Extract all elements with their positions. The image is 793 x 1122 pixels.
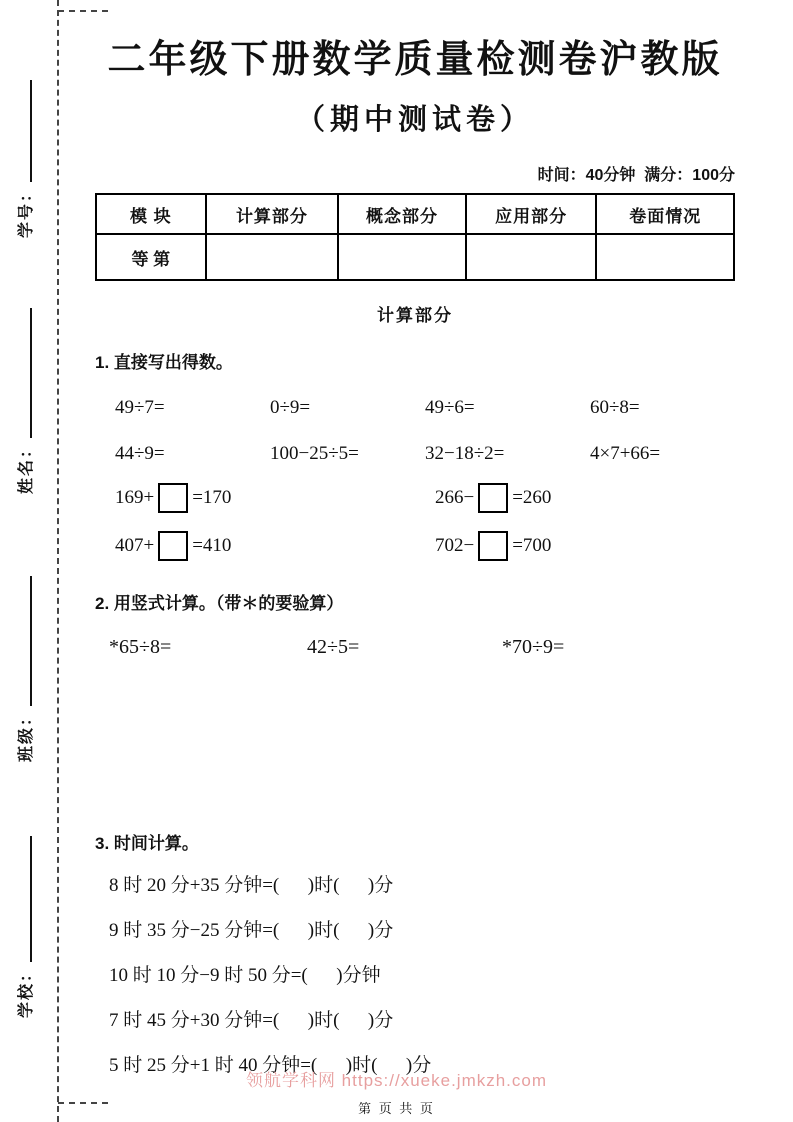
binding-dashed-line bbox=[57, 0, 59, 1122]
q3-line-3: 10 时 10 分−9 时 50 分=( )分钟 bbox=[109, 965, 381, 987]
fill-box-equation bbox=[115, 531, 435, 561]
grade-cell-concept[interactable] bbox=[338, 234, 466, 280]
class-label: 班级： bbox=[17, 707, 35, 762]
expression: *70÷9= bbox=[502, 636, 565, 659]
working-area bbox=[95, 659, 735, 807]
expression: *65÷8= bbox=[109, 636, 172, 659]
expression: 4×7+66= bbox=[590, 443, 661, 465]
q3-line-4: 7 时 45 分+30 分钟=( )时( )分 bbox=[109, 1010, 394, 1032]
class-field bbox=[12, 576, 36, 762]
expression: 100−25÷5= bbox=[270, 443, 359, 465]
school-blank[interactable] bbox=[16, 836, 32, 962]
q3-line-5: 5 时 25 分+1 时 40 分钟=( )时( )分 bbox=[109, 1055, 432, 1077]
section-title-calculation: 计算部分 bbox=[377, 306, 453, 326]
grade-cell-calculation[interactable] bbox=[206, 234, 339, 280]
fill-box-equation bbox=[435, 483, 735, 513]
fill-box-equation bbox=[435, 531, 735, 561]
score-col-concept: 概念部分 bbox=[338, 194, 466, 234]
equation-prefix: 169+ bbox=[115, 487, 155, 509]
equation-prefix: 702− bbox=[435, 535, 475, 557]
question1-title: 1. 直接写出得数。 bbox=[95, 353, 233, 373]
expression: 42÷5= bbox=[307, 636, 360, 659]
student-number-field bbox=[12, 80, 36, 238]
fill-box-equation bbox=[115, 483, 435, 513]
q1-expression-row-2 bbox=[95, 443, 735, 465]
expression: 49÷7= bbox=[115, 397, 165, 419]
expression: 44÷9= bbox=[115, 443, 165, 465]
q3-line-2: 9 时 35 分−25 分钟=( )时( )分 bbox=[109, 920, 394, 942]
student-name-blank[interactable] bbox=[16, 308, 32, 438]
equation-suffix: =260 bbox=[512, 487, 552, 509]
school-field bbox=[12, 836, 36, 1018]
grade-cell-presentation[interactable] bbox=[596, 234, 734, 280]
expression: 0÷9= bbox=[270, 397, 311, 419]
grade-row-label: 等 第 bbox=[96, 234, 206, 280]
q1-box-row-1 bbox=[95, 483, 735, 513]
answer-box[interactable] bbox=[158, 483, 188, 513]
score-table bbox=[95, 193, 735, 281]
class-blank[interactable] bbox=[16, 576, 32, 706]
score-col-module: 模 块 bbox=[96, 194, 206, 234]
equation-suffix: =410 bbox=[192, 535, 232, 557]
paper-body bbox=[95, 0, 735, 1079]
q1-box-row-2 bbox=[95, 531, 735, 561]
answer-box[interactable] bbox=[158, 531, 188, 561]
score-col-application: 应用部分 bbox=[466, 194, 597, 234]
paper-subtitle: （期中测试卷） bbox=[295, 104, 534, 137]
time-score-info: 时间：40分钟 满分：100分 bbox=[537, 167, 735, 185]
answer-box[interactable] bbox=[478, 531, 508, 561]
student-name-label: 姓名： bbox=[17, 439, 35, 494]
expression: 60÷8= bbox=[590, 397, 640, 419]
question3-title: 3. 时间计算。 bbox=[95, 834, 199, 854]
school-label: 学校： bbox=[17, 963, 35, 1018]
equation-suffix: =170 bbox=[192, 487, 232, 509]
student-name-field bbox=[12, 308, 36, 494]
q3-line-1: 8 时 20 分+35 分钟=( )时( )分 bbox=[109, 875, 394, 897]
score-table-header-row bbox=[96, 194, 734, 234]
equation-prefix: 266− bbox=[435, 487, 475, 509]
paper-title: 二年级下册数学质量检测卷沪教版 bbox=[107, 39, 723, 81]
q1-expression-row-1 bbox=[95, 397, 735, 419]
page-number-footer: 第 页 共 页 bbox=[358, 1101, 435, 1116]
student-number-blank[interactable] bbox=[16, 80, 32, 182]
answer-box[interactable] bbox=[478, 483, 508, 513]
score-col-presentation: 卷面情况 bbox=[596, 194, 734, 234]
expression: 32−18÷2= bbox=[425, 443, 505, 465]
grade-cell-application[interactable] bbox=[466, 234, 597, 280]
question2-title: 2. 用竖式计算。（带＊的要验算） bbox=[95, 594, 344, 614]
q2-expression-row bbox=[95, 636, 735, 659]
expression: 49÷6= bbox=[425, 397, 475, 419]
student-number-label: 学号： bbox=[17, 183, 35, 238]
score-table-grade-row bbox=[96, 234, 734, 280]
score-col-calculation: 计算部分 bbox=[206, 194, 339, 234]
watermark-site-link[interactable]: 领航学科网 https://xueke.jmkzh.com bbox=[245, 1071, 548, 1090]
equation-prefix: 407+ bbox=[115, 535, 155, 557]
equation-suffix: =700 bbox=[512, 535, 552, 557]
